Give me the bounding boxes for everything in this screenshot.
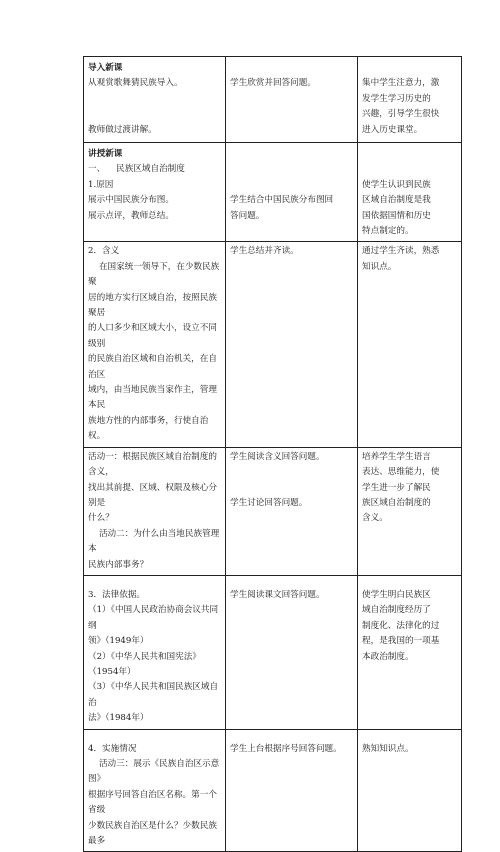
student-activity-cell <box>226 575 358 729</box>
teacher-text-line: 一、 民族区域自治制度 <box>88 164 185 175</box>
purpose-text-line: 知识点。 <box>362 261 397 272</box>
teacher-text-line: 活动一：根据民族区域自治制度的含义， <box>88 451 217 478</box>
design-purpose-cell <box>358 729 462 852</box>
teacher-text-line <box>88 92 221 107</box>
teacher-text-line: 展示点评，教师总结。 <box>88 210 174 221</box>
purpose-text-line: 国依据国情和历史 <box>362 210 431 221</box>
purpose-text-line: 域自治制度经历了 <box>362 605 431 616</box>
teacher-text-line: 展示中国民族分布图。 <box>88 195 174 206</box>
teacher-activity-cell <box>84 143 226 242</box>
student-activity-cell <box>226 143 358 242</box>
student-text-line: 学生欣赏并回答问题。 <box>230 78 316 89</box>
design-purpose-cell <box>358 242 462 447</box>
student-text-line: 学生上台根据序号回答问题。 <box>230 743 342 754</box>
table-row <box>84 575 462 729</box>
student-text-line: 学生讨论回答问题。 <box>230 497 308 508</box>
lesson-plan-table <box>83 56 462 852</box>
purpose-text-line: 族区域自治制度的 <box>362 497 431 508</box>
teacher-text-line: 民族内部事务？ <box>88 559 149 570</box>
teacher-text-line: 根据序号回答自治区名称。第一个省级 <box>88 789 217 816</box>
section-title: 讲授新课 <box>88 149 123 159</box>
design-purpose-cell <box>358 143 462 242</box>
student-text-line <box>230 465 353 480</box>
purpose-text-line: 学生进一步了解民 <box>362 482 431 493</box>
student-activity-cell <box>226 729 358 852</box>
design-purpose-cell <box>358 447 462 575</box>
table-body <box>84 57 462 852</box>
student-text-line: 答问题。 <box>230 210 265 221</box>
student-text-line: 学生阅读课文回答问题。 <box>230 589 325 600</box>
teacher-text-line: 从观赏歌舞猜民族导入。 <box>88 78 183 89</box>
teacher-text-line: （3）《中华人民共和国民族区域自治 <box>88 682 219 708</box>
purpose-text-line: 使学生认识到民族 <box>362 179 431 190</box>
purpose-text-line: 区域自治制度是我 <box>362 195 431 206</box>
teacher-text-line: 少数民族自治区是什么？少数民族最多 <box>88 820 217 847</box>
teacher-text-line: 的人口多少和区域大小，设立不同级别 <box>88 323 217 349</box>
teacher-text-line: 活动三：展示《民族自治区示意图》 <box>88 759 220 785</box>
purpose-text-line: 本政治制度。 <box>362 651 414 662</box>
table-row <box>84 57 462 143</box>
student-text-line <box>230 480 353 495</box>
student-activity-cell <box>226 57 358 143</box>
purpose-text-line: 兴趣，引导学生很快 <box>362 109 440 120</box>
teacher-text-line: 找出其前提、区域、权限及核心分别是 <box>88 482 217 508</box>
teacher-text-line: 2．含义 <box>88 246 120 257</box>
purpose-text-line: 使学生明白民族区 <box>362 589 431 600</box>
teacher-text-line: 的民族自治区域和自治机关，在自治区 <box>88 354 217 380</box>
teacher-text-line: 在国家统一领导下，在少数民族聚 <box>88 261 220 288</box>
purpose-text-line: 制度化、法律化的过 <box>362 620 440 631</box>
section-title: 导入新课 <box>88 63 123 73</box>
teacher-activity-cell <box>84 447 226 575</box>
teacher-text-line: （1）《中国人民政治协商会议共同纲 <box>88 605 219 631</box>
table-row <box>84 143 462 242</box>
purpose-text-line: 进入历史课堂。 <box>362 124 423 135</box>
purpose-text-line: 含义。 <box>362 513 388 524</box>
teacher-text-line: 域内，由当地民族当家作主，管理本民 <box>88 385 217 411</box>
purpose-text-line: 熟知知识点。 <box>362 743 414 754</box>
teacher-text-line: 活动二：为什么由当地民族管理本 <box>88 528 220 555</box>
purpose-text-line: 发学生学习历史的 <box>362 93 431 104</box>
teacher-text-line: （2）《中华人民共和国宪法》 <box>88 651 201 662</box>
teacher-text-line: 1.原因 <box>88 179 114 190</box>
teacher-activity-cell <box>84 575 226 729</box>
teacher-text-line: 教师做过渡讲解。 <box>88 124 157 135</box>
teacher-text-line: 什么？ <box>88 513 114 524</box>
design-purpose-cell <box>358 575 462 729</box>
teacher-activity-cell <box>84 242 226 447</box>
student-text-line: 学生总结并齐读。 <box>230 246 299 257</box>
purpose-text-line: 通过学生齐读，熟悉 <box>362 246 440 257</box>
teacher-text-line: 族地方性的内部事务，行使自治权。 <box>88 415 209 442</box>
student-activity-cell <box>226 242 358 447</box>
purpose-text-line: 表达、思维能力，使 <box>362 467 440 478</box>
purpose-text-line: 集中学生注意力，激 <box>362 78 440 89</box>
teacher-text-line: （1954年） <box>88 666 136 677</box>
teacher-text-line: 3．法律依据。 <box>88 589 146 600</box>
student-activity-cell <box>226 447 358 575</box>
purpose-text-line: 培养学生学生语言 <box>362 451 431 462</box>
table-row <box>84 447 462 575</box>
table-row <box>84 242 462 447</box>
teacher-activity-cell <box>84 57 226 143</box>
student-text-line: 学生结合中国民族分布图回 <box>230 195 334 206</box>
teacher-text-line: 4．实施情况 <box>88 743 137 754</box>
teacher-text-line: 法》（1984年） <box>88 713 149 724</box>
teacher-text-line: 领》（1949年） <box>88 636 149 647</box>
purpose-text-line: 特点制定的。 <box>362 226 414 236</box>
student-text-line: 学生阅读含义回答问题。 <box>230 451 325 462</box>
teacher-text-line <box>88 107 221 122</box>
design-purpose-cell <box>358 57 462 143</box>
teacher-activity-cell <box>84 729 226 852</box>
teacher-text-line: 居的地方实行区域自治，按照民族聚居 <box>88 292 217 319</box>
purpose-text-line: 程，是我国的一项基 <box>362 636 440 647</box>
table-row <box>84 729 462 852</box>
